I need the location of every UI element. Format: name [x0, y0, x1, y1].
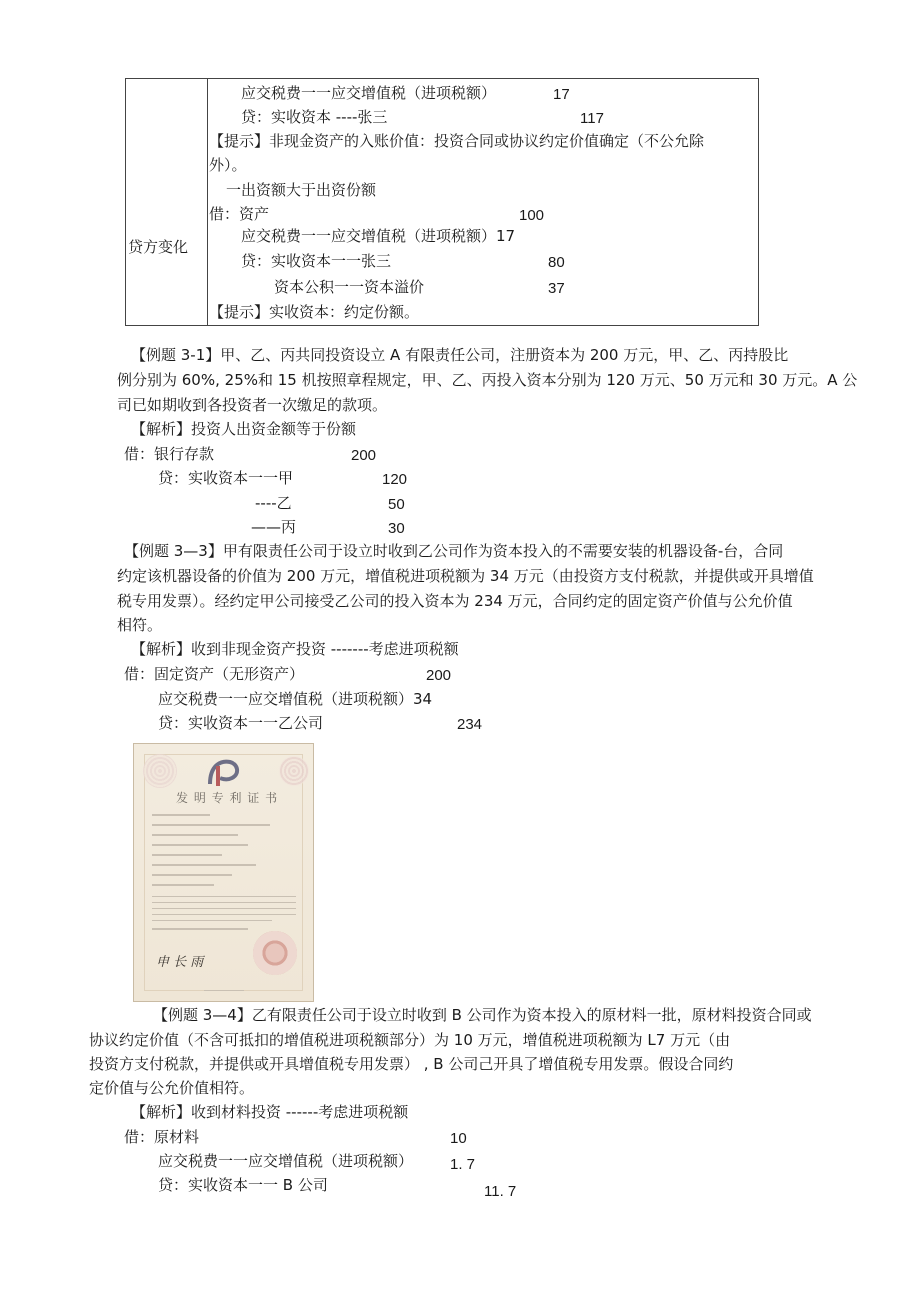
- table-row-value: 17: [553, 86, 570, 103]
- example-3-4-text: 定价值与公允价值相符。: [89, 1079, 255, 1097]
- journal-amount: 30: [388, 520, 405, 537]
- example-3-1-text: 【例题 3-1】甲、乙、丙共同投资设立 A 有限责任公司，注册资本为 200 万元，甲、乙、丙持股比: [131, 346, 789, 364]
- certificate-signature: 申 长 雨: [156, 955, 204, 970]
- table-row: 【提示】非现金资产的入账价值：投资合同或协议约定价值确定（不公允除: [209, 132, 705, 150]
- journal-amount: 200: [426, 667, 452, 684]
- official-seal-icon: [253, 931, 297, 975]
- journal-amount: 234: [457, 716, 483, 733]
- certificate-corner-seal-icon: [143, 754, 177, 788]
- example-3-4-text: 协议约定价值（不含可抵扣的增值税进项税额部分）为 10 万元，增值税进项税额为 L7 万元（由: [89, 1031, 731, 1049]
- example-3-4-text: 投资方支付税款，并提供或开具增值税专用发票） , B 公司己开具了增值税专用发票。假设合同约: [89, 1055, 734, 1073]
- table-divider: [207, 79, 208, 325]
- journal-entry: ----乙: [255, 494, 292, 512]
- table-row-value: 80: [548, 254, 565, 271]
- table-row: 贷：实收资本一一张三: [241, 252, 392, 270]
- table-row: 一出资额大于出资份额: [226, 181, 377, 199]
- journal-amount: 11. 7: [484, 1183, 517, 1200]
- journal-amount: 120: [382, 471, 408, 488]
- table-label: 贷方变化: [128, 238, 189, 256]
- journal-entry: 应交税费一一应交增值税（进项税额）: [158, 1152, 414, 1170]
- journal-amount: 200: [351, 447, 377, 464]
- table-row: 资本公积一一资本溢价: [274, 278, 425, 296]
- table-row-value: 100: [519, 207, 545, 224]
- example-3-3-analysis: 【解析】收到非现金资产投资 -------考虑进项税额: [131, 640, 459, 658]
- certificate-title: 发 明 专 利 证 书: [176, 791, 279, 805]
- table-row: 贷：实收资本 ----张三: [241, 108, 388, 126]
- journal-entry: 贷：实收资本一一甲: [158, 469, 294, 487]
- journal-table: [125, 78, 759, 326]
- table-row: 应交税费一一应交增值税（进项税额）17: [241, 227, 516, 245]
- example-3-1-text: 司已如期收到各投资者一次缴足的款项。: [117, 396, 388, 414]
- table-row: 外）。: [209, 156, 247, 174]
- example-3-3-text: 相符。: [117, 616, 163, 634]
- journal-amount: 10: [450, 1130, 467, 1147]
- table-row-value: 117: [580, 110, 604, 127]
- table-row-value: 37: [548, 280, 565, 297]
- example-3-3-text: 【例题 3—3】甲有限责任公司于设立时收到乙公司作为资本投入的不需要安装的机器设备-台，合同: [124, 542, 784, 560]
- patent-emblem-icon: [204, 756, 244, 790]
- journal-entry: 借：银行存款: [124, 445, 215, 463]
- patent-certificate-image: [133, 743, 314, 1002]
- table-row: 借：资产: [209, 205, 270, 223]
- table-row: 应交税费一一应交增值税（进项税额）: [241, 84, 497, 102]
- journal-amount: 50: [388, 496, 405, 513]
- journal-entry: 借：原材料: [124, 1128, 200, 1146]
- journal-entry: ——丙: [251, 518, 297, 536]
- journal-entry: 应交税费一一应交增值税（进项税额）34: [158, 690, 433, 708]
- journal-entry: 贷：实收资本一一乙公司: [158, 714, 324, 732]
- example-3-1-analysis: 【解析】投资人出资金额等于份额: [131, 420, 357, 438]
- journal-entry: 借：固定资产（无形资产）: [124, 665, 305, 683]
- example-3-3-text: 约定该机器设备的价值为 200 万元，增值税进项税额为 34 万元（由投资方支付税款，并提供或开具增值: [117, 567, 814, 585]
- table-row: 【提示】实收资本：约定份额。: [209, 303, 420, 321]
- journal-amount: 1. 7: [450, 1156, 476, 1173]
- example-3-4-text: 【例题 3—4】乙有限责任公司于设立时收到 B 公司作为资本投入的原材料一批，原材料投资合同或: [153, 1006, 812, 1024]
- certificate-corner-seal-icon: [279, 756, 309, 786]
- journal-entry: 贷：实收资本一一 B 公司: [158, 1176, 328, 1194]
- example-3-4-analysis: 【解析】收到材料投资 ------考虑进项税额: [131, 1103, 409, 1121]
- example-3-1-text: 例分别为 60%, 25%和 15 机按照章程规定，甲、乙、丙投入资本分别为 120 万元、50 万元和 30 万元。A 公: [117, 371, 858, 389]
- example-3-3-text: 税专用发票）。经约定甲公司接受乙公司的投入资本为 234 万元，合同约定的固定资产价值与公允价值: [117, 592, 793, 610]
